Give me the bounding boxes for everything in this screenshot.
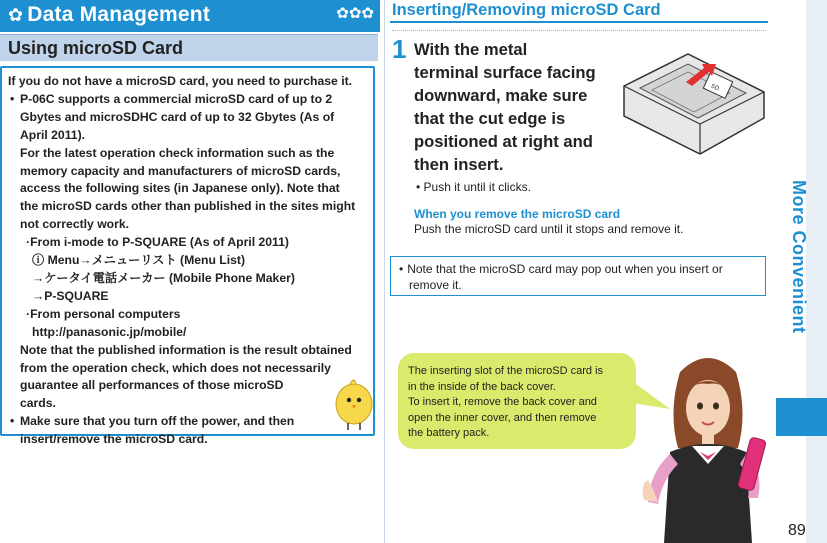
subsection-title: Using microSD Card	[8, 38, 184, 58]
step-line: then insert.	[414, 155, 504, 174]
remove-text: Push the microSD card until it stops and remove it.	[414, 222, 684, 236]
note-line: Gbytes and microSDHC card of up to 32 Gbytes (As of	[20, 109, 335, 124]
section-title: ✿ Data Management	[8, 3, 211, 26]
notes-text	[8, 73, 370, 449]
procedure-title: Inserting/Removing microSD Card	[392, 1, 661, 19]
menu-path-line: →ケータイ電話メーカー (Mobile Phone Maker)	[32, 270, 295, 285]
step-line: that the cut edge is	[414, 109, 566, 128]
speech-bubble	[398, 353, 636, 449]
bubble-line: To insert it, remove the back cover and	[408, 396, 597, 408]
caution-line: remove it.	[409, 278, 462, 292]
sparkle-decoration-icon: ✿✿✿	[336, 5, 374, 22]
bubble-line: The inserting slot of the microSD card is	[408, 365, 604, 377]
note-bullet-2: • Make sure that you turn off the power, and then	[8, 413, 370, 431]
notes-intro: If you do not have a microSD card, you need to purchase it.	[8, 74, 353, 88]
caution-note	[390, 256, 766, 296]
step-line: positioned at right and	[414, 132, 593, 151]
notes-box	[0, 66, 375, 447]
step-line: With the metal	[414, 40, 528, 59]
site-url: http://panasonic.jp/mobile/	[32, 324, 187, 339]
bubble-line: open the inner cover, and then remove	[408, 411, 597, 424]
chapter-tab-label: More Convenient	[789, 180, 809, 334]
note-line: access the following sites (in Japanese only). Note that	[20, 181, 340, 196]
site-entry-pc: ·From personal computers	[26, 306, 181, 321]
caution-line: • Note that the microSD card may pop out when you insert or	[399, 262, 723, 276]
phone-card-slot-illustration	[618, 46, 768, 164]
column-divider	[384, 0, 385, 543]
step-instruction	[414, 38, 614, 176]
note-line: guarantee all performances of those microSD	[20, 378, 284, 393]
note-line: April 2011).	[20, 127, 86, 142]
page-number: 89	[788, 522, 806, 539]
bubble-line: in the inside of the back cover.	[408, 380, 556, 393]
remove-heading: When you remove the microSD card	[414, 207, 621, 221]
menu-path-line: ⓘ Menu→メニューリスト (Menu List)	[32, 253, 246, 268]
bubble-line: the battery pack.	[408, 427, 490, 439]
step-line: terminal surface facing	[414, 63, 596, 82]
chapter-tab-marker	[776, 398, 827, 436]
step-number: 1	[392, 34, 407, 64]
note-line: from the operation check, which does not necessarily	[20, 360, 331, 375]
chick-mascot-icon	[330, 374, 378, 432]
flower-icon: ✿	[8, 5, 24, 25]
subsection-header	[0, 34, 378, 61]
svg-text:SD: SD	[709, 83, 720, 93]
note-line: the microSD cards other than published in the sites might	[20, 199, 356, 214]
push-tip: • Push it until it clicks.	[416, 180, 531, 194]
dotted-separator	[392, 30, 766, 31]
note-bullet-1: • P-06C supports a commercial microSD card of up to 2	[8, 91, 370, 109]
note-line: cards.	[20, 396, 56, 411]
guide-woman-illustration	[640, 352, 776, 543]
note-line: memory capacity and manufacturers of microSD cards,	[20, 163, 341, 178]
menu-path-line: →P-SQUARE	[32, 288, 109, 303]
i-mode-key-icon: ⓘ	[32, 253, 48, 268]
section-header	[0, 0, 380, 32]
note-line: not correctly work.	[20, 217, 130, 232]
step-line: downward, make sure	[414, 86, 588, 105]
note-line: Note that the published information is the result obtained	[20, 342, 352, 357]
note-line: For the latest operation check information such as the	[20, 145, 335, 160]
site-entry-imode: ·From i-mode to P-SQUARE (As of April 2011)	[26, 235, 289, 250]
note-line: insert/remove the microSD card.	[20, 432, 208, 447]
title-underline	[390, 21, 768, 23]
